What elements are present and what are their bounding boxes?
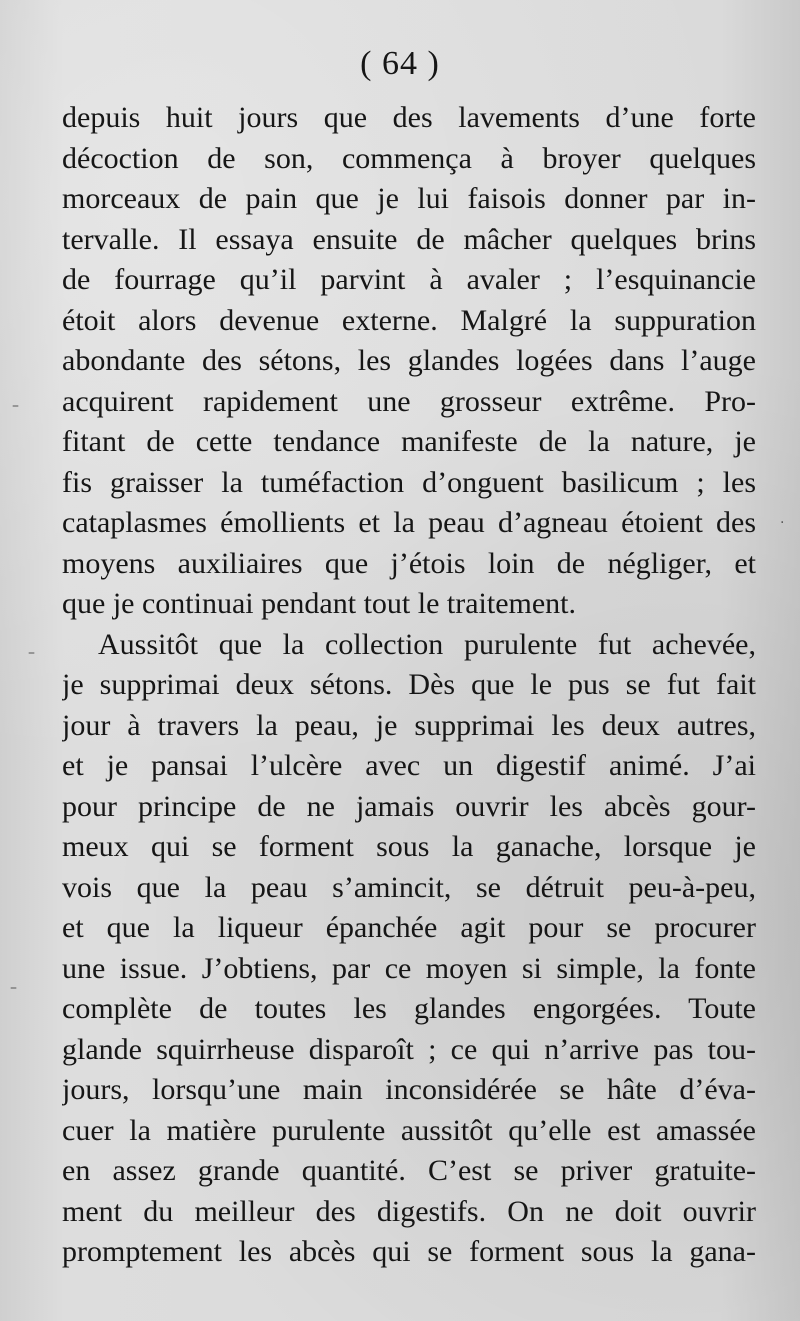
text-line: tervalle. Il essaya ensuite de mâcher quelques brins <box>62 222 756 256</box>
text-line: et je pansai l’ulcère avec un digestif animé. J’ai <box>62 749 756 782</box>
text-line: en assez grande quantité. C’est se priver gratuite- <box>62 1154 756 1187</box>
text-line: moyens auxiliaires que j’étois loin de négliger, et <box>62 546 756 580</box>
text-line: glande squirrheuse disparoît ; ce qui n’arrive pas tou- <box>62 1032 756 1066</box>
text-line: promptement les abcès qui se forment sous la gana- <box>62 1235 756 1268</box>
text-line: de fourrage qu’il parvint à avaler ; l’esquinancie <box>62 263 756 296</box>
text-line: morceaux de pain que je lui faisois donner par in- <box>62 182 756 215</box>
text-line: acquirent rapidement une grosseur extrême. Pro- <box>62 384 756 418</box>
text-line: que je continuai pendant tout le traitement. <box>62 587 576 620</box>
text-line: je supprimai deux sétons. Dès que le pus se fut fait <box>62 668 756 701</box>
text-line: décoction de son, commença à broyer quelques <box>62 141 756 175</box>
text-line: complète de toutes les glandes engorgées. Toute <box>62 992 756 1025</box>
text-line: cataplasmes émollients et la peau d’agneau étoient des <box>62 506 756 539</box>
margin-dash-mark: – <box>28 645 35 661</box>
text-line: pour principe de ne jamais ouvrir les abcès gour- <box>62 789 756 823</box>
text-line: jours, lorsqu’une main inconsidérée se hâte d’éva- <box>62 1073 756 1106</box>
text-line: ment du meilleur des digestifs. On ne doit ouvrir <box>62 1194 756 1228</box>
text-line: une issue. J’obtiens, par ce moyen si simple, la fonte <box>62 951 756 985</box>
text-line: fitant de cette tendance manifeste de la nature, je <box>62 425 756 458</box>
text-line: et que la liqueur épanchée agit pour se procurer <box>62 911 756 944</box>
text-line: vois que la peau s’amincit, se détruit peu-à-peu, <box>62 870 756 904</box>
margin-dash-mark: – <box>10 980 17 996</box>
body-text <box>62 98 756 1273</box>
margin-dash-mark: – <box>12 398 19 414</box>
page-number: ( 64 ) <box>360 45 440 82</box>
text-line: Aussitôt que la collection purulente fut achevée, <box>98 627 756 661</box>
text-line: meux qui se forment sous la ganache, lorsque je <box>62 830 756 863</box>
text-line: cuer la matière purulente aussitôt qu’elle est amassée <box>62 1113 756 1147</box>
text-line: depuis huit jours que des lavements d’une forte <box>62 101 756 134</box>
text-line: fis graisser la tuméfaction d’onguent basilicum ; les <box>62 465 756 499</box>
text-line: étoit alors devenue externe. Malgré la suppuration <box>62 303 756 337</box>
text-line: abondante des sétons, les glandes logées dans l’auge <box>62 344 756 377</box>
text-line: jour à travers la peau, je supprimai les deux autres, <box>62 708 756 742</box>
margin-dot-mark: · <box>780 515 785 531</box>
